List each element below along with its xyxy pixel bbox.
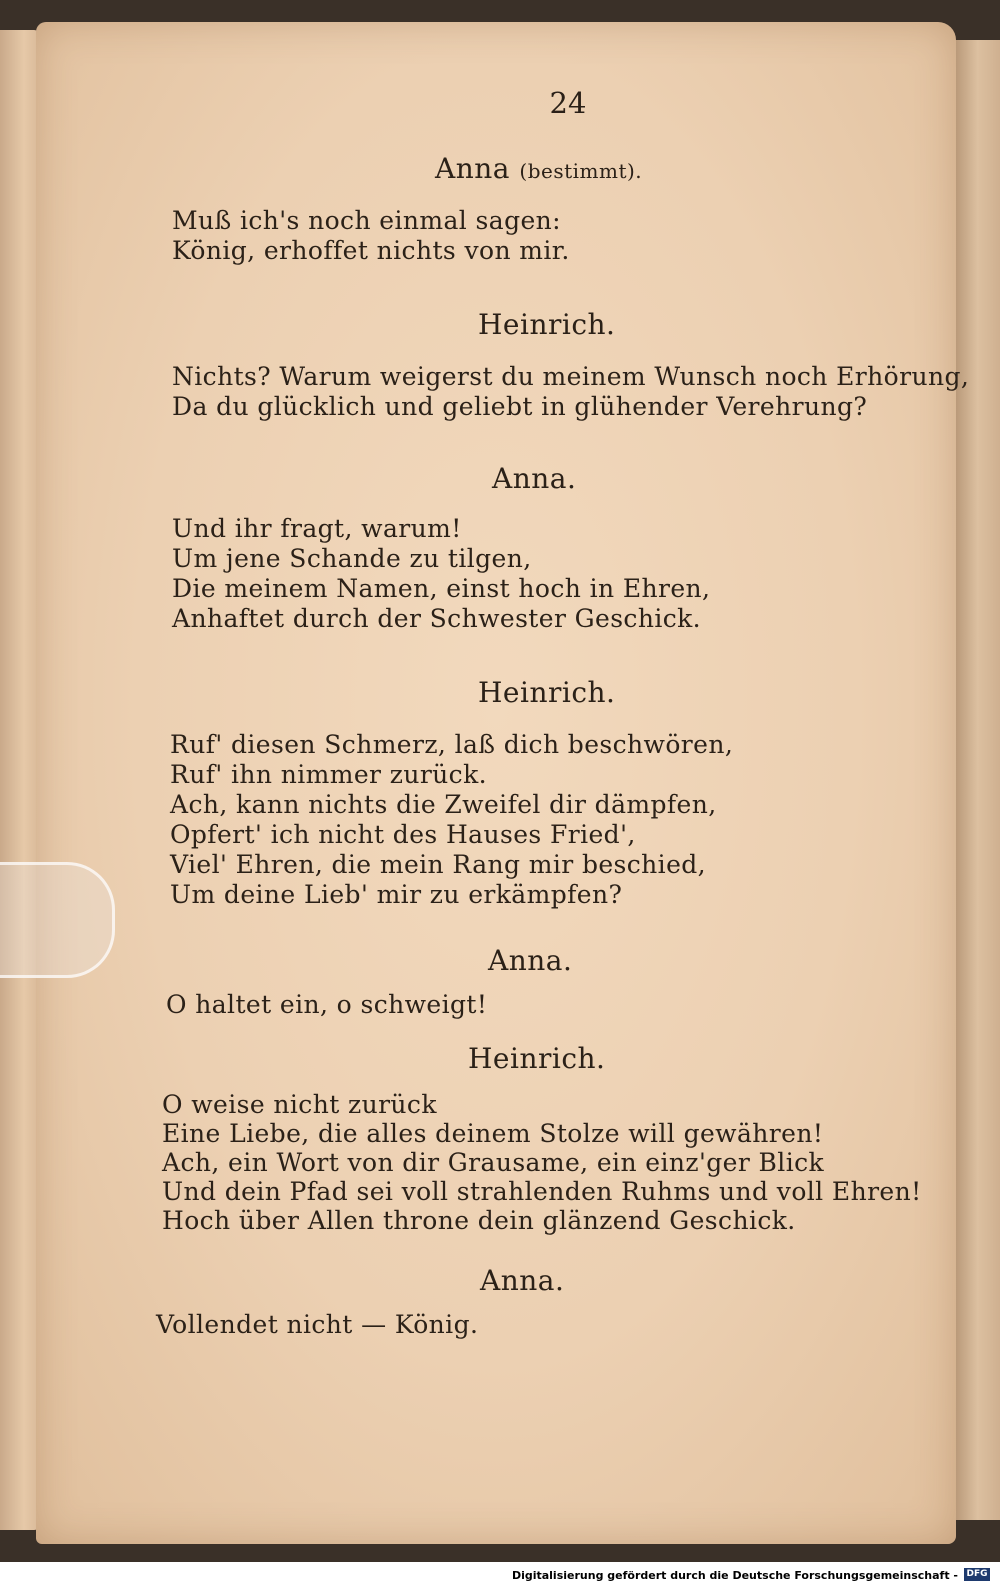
verse-line: Eine Liebe, die alles deinem Stolze will gewähren!: [162, 1119, 824, 1148]
stage-direction: (bestimmt).: [519, 159, 643, 183]
speaker-name: Anna: [435, 152, 510, 185]
right-page-edge: [955, 40, 1000, 1520]
verse-line: Viel' Ehren, die mein Rang mir beschied,: [170, 850, 707, 879]
verse-block: [172, 362, 969, 422]
footer-credit: Digitalisierung gefördert durch die Deutsche Forschungsgemeinschaft -: [511, 1569, 958, 1582]
speaker-heading: Heinrich.: [468, 1042, 606, 1075]
left-page-edge: [0, 30, 40, 1530]
speaker-heading: Anna.: [488, 944, 573, 977]
verse-block: [162, 1090, 922, 1235]
verse-line: Nichts? Warum weigerst du meinem Wunsch noch Erhörung,: [172, 362, 970, 391]
verse-line: Anhaftet durch der Schwester Geschick.: [172, 604, 702, 633]
verse-block: [172, 514, 710, 634]
verse-line: Ach, ein Wort von dir Grausame, ein einz'ger Blick: [162, 1148, 825, 1177]
verse-line: Und ihr fragt, warum!: [172, 514, 462, 543]
verse-line: Um jene Schande zu tilgen,: [172, 544, 532, 573]
speaker-heading: Heinrich.: [478, 676, 616, 709]
verse-line: Opfert' ich nicht des Hauses Fried',: [170, 820, 636, 849]
verse-line: O weise nicht zurück: [162, 1090, 437, 1119]
dfg-logo: DFG: [964, 1568, 990, 1581]
verse-line: Hoch über Allen throne dein glänzend Geschick.: [162, 1206, 796, 1235]
verse-block: [156, 1310, 478, 1340]
verse-line: O haltet ein, o schweigt!: [166, 990, 488, 1019]
verse-block: [170, 730, 733, 910]
verse-line: Ruf' diesen Schmerz, laß dich beschwören,: [170, 730, 734, 759]
verse-line: Die meinem Namen, einst hoch in Ehren,: [172, 574, 711, 603]
page-number: 24: [549, 86, 587, 120]
speaker-heading: Anna.: [480, 1264, 565, 1297]
verse-line: Um deine Lieb' mir zu erkämpfen?: [170, 880, 623, 909]
verse-block: [172, 206, 570, 266]
speaker-heading: [435, 152, 642, 185]
verse-line: Vollendet nicht — König.: [156, 1310, 479, 1339]
verse-line: König, erhoffet nichts von mir.: [172, 236, 570, 265]
speaker-heading: Anna.: [492, 462, 577, 495]
verse-block: [166, 990, 487, 1020]
verse-line: Ach, kann nichts die Zweifel dir dämpfen,: [170, 790, 717, 819]
page-clip: [0, 862, 115, 978]
verse-line: Ruf' ihn nimmer zurück.: [170, 760, 487, 789]
verse-line: Da du glücklich und geliebt in glühender Verehrung?: [172, 392, 868, 421]
digitization-footer: [0, 1562, 1000, 1588]
speaker-heading: Heinrich.: [478, 308, 616, 341]
verse-line: Und dein Pfad sei voll strahlenden Ruhms und voll Ehren!: [162, 1177, 922, 1206]
verse-line: Muß ich's noch einmal sagen:: [172, 206, 561, 235]
